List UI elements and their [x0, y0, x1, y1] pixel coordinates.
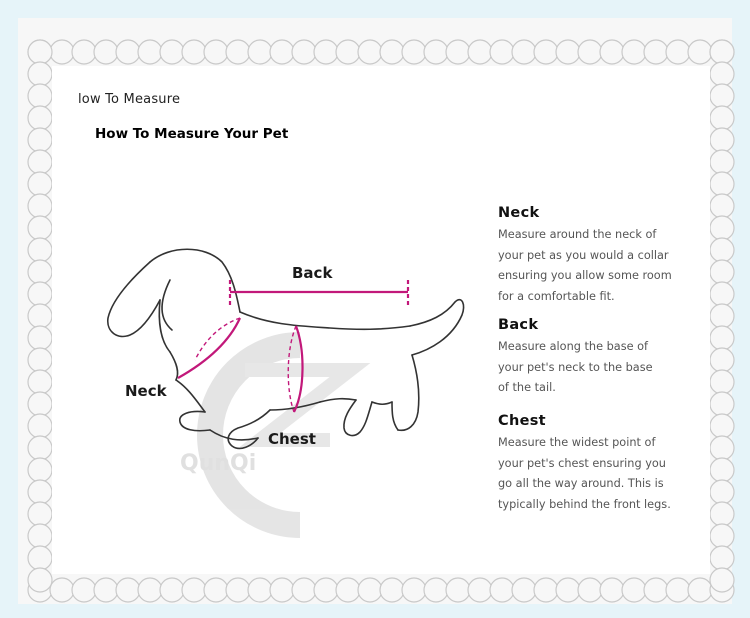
back-label: Back [292, 264, 333, 282]
back-section-title: Back [498, 317, 539, 333]
back-section [498, 317, 698, 399]
back-section-body: Measure along the base of your pet's neck to the base of the tail. [498, 340, 653, 394]
chest-section-body: Measure the widest point of your pet's chest ensuring you go all the way around. This is typically behind the front legs. [498, 436, 671, 511]
chest-label: Chest [268, 430, 316, 448]
neck-section-body: Measure around the neck of your pet as you would a collar ensuring you allow some room for a comfortable fit. [498, 228, 672, 303]
neck-section-title: Neck [498, 205, 540, 221]
neck-section [498, 205, 698, 307]
page-subtitle: How To Measure Your Pet [95, 126, 289, 142]
watermark-text: QunQi [180, 451, 257, 476]
page-header-title: low To Measure [78, 92, 181, 107]
chest-section [498, 413, 698, 515]
chest-section-title: Chest [498, 413, 546, 429]
watermark-logo [180, 345, 350, 525]
neck-label: Neck [125, 382, 167, 400]
